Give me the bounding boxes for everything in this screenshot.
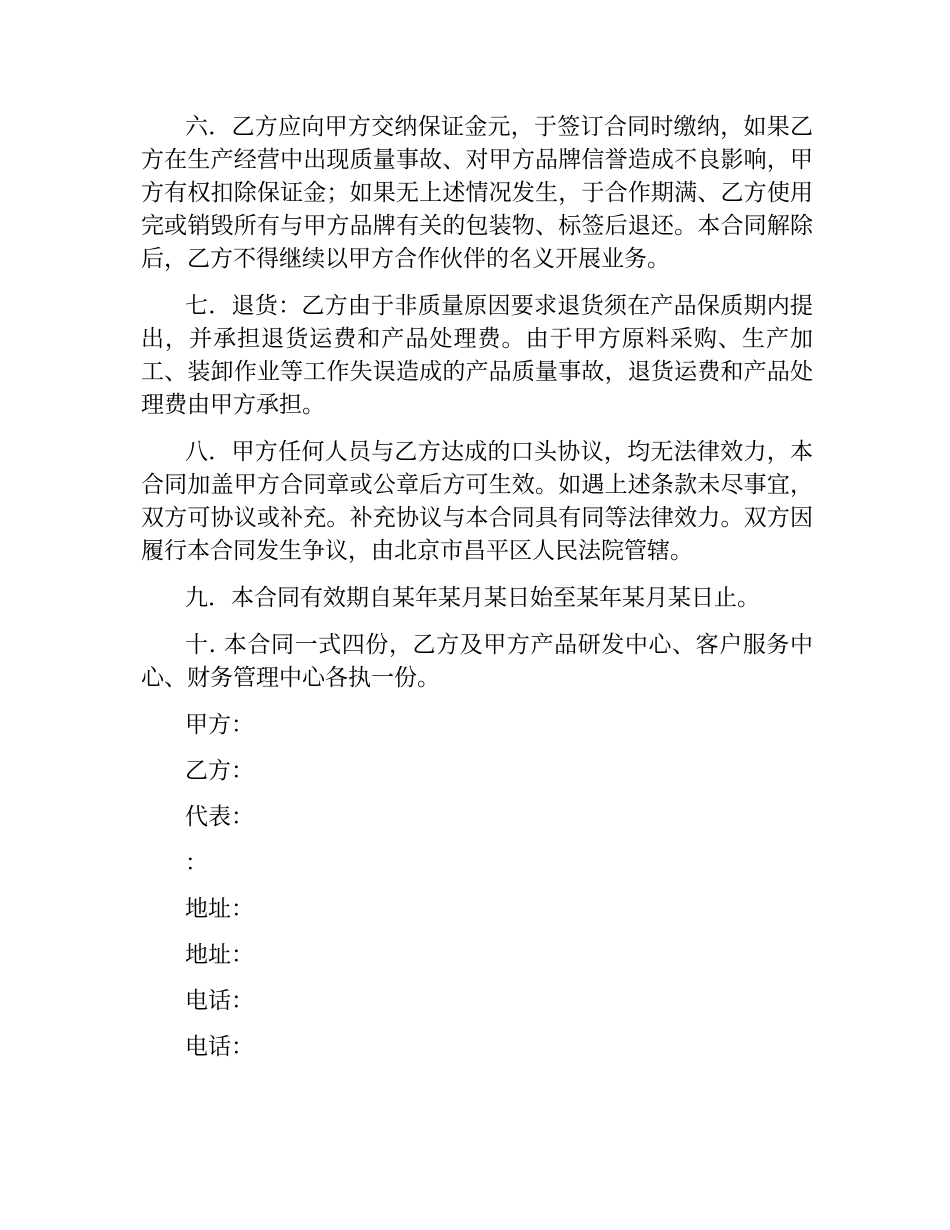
clause-8-validity: 八．甲方任何人员与乙方达成的口头协议，均无法律效力，本合同加盖甲方合同章或公章后方可生效。如遇上述条款未尽事宜，双方可协议或补充。补充协议与本合同具有同等法律效力。双方因履行本合同发生争议，由北京市昌平区人民法院管辖。 bbox=[141, 439, 813, 564]
blank-colon-line: ： bbox=[185, 850, 208, 876]
phone-line-b: 电话： bbox=[185, 1034, 254, 1060]
party-a-line: 甲方： bbox=[185, 712, 254, 738]
representative-line: 代表： bbox=[185, 804, 254, 830]
address-line-a: 地址： bbox=[185, 896, 254, 922]
phone-line-a: 电话： bbox=[185, 988, 254, 1014]
party-b-line: 乙方： bbox=[185, 758, 254, 784]
clause-7-returns: 七．退货：乙方由于非质量原因要求退货须在产品保质期内提出，并承担退货运费和产品处理费。由于甲方原料采购、生产加工、装卸作业等工作失误造成的产品质量事故，退货运费和产品处理费由甲方承担。 bbox=[141, 293, 813, 418]
address-line-b: 地址： bbox=[185, 942, 254, 968]
clause-6: 六．乙方应向甲方交纳保证金元，于签订合同时缴纳，如果乙方在生产经营中出现质量事故、对甲方品牌信誉造成不良影响，甲方有权扣除保证金；如果无上述情况发生，于合作期满、乙方使用完或销毁所有与甲方品牌有关的包装物、标签后退还。本合同解除后，乙方不得继续以甲方合作伙伴的名义开展业务。 bbox=[141, 114, 813, 272]
clause-10-copies: 十. 本合同一式四份，乙方及甲方产品研发中心、客户服务中心、财务管理中心各执一份。 bbox=[141, 632, 813, 691]
clause-9-term: 九．本合同有效期自某年某月某日始至某年某月某日止。 bbox=[185, 585, 760, 611]
contract-body bbox=[141, 111, 813, 1077]
